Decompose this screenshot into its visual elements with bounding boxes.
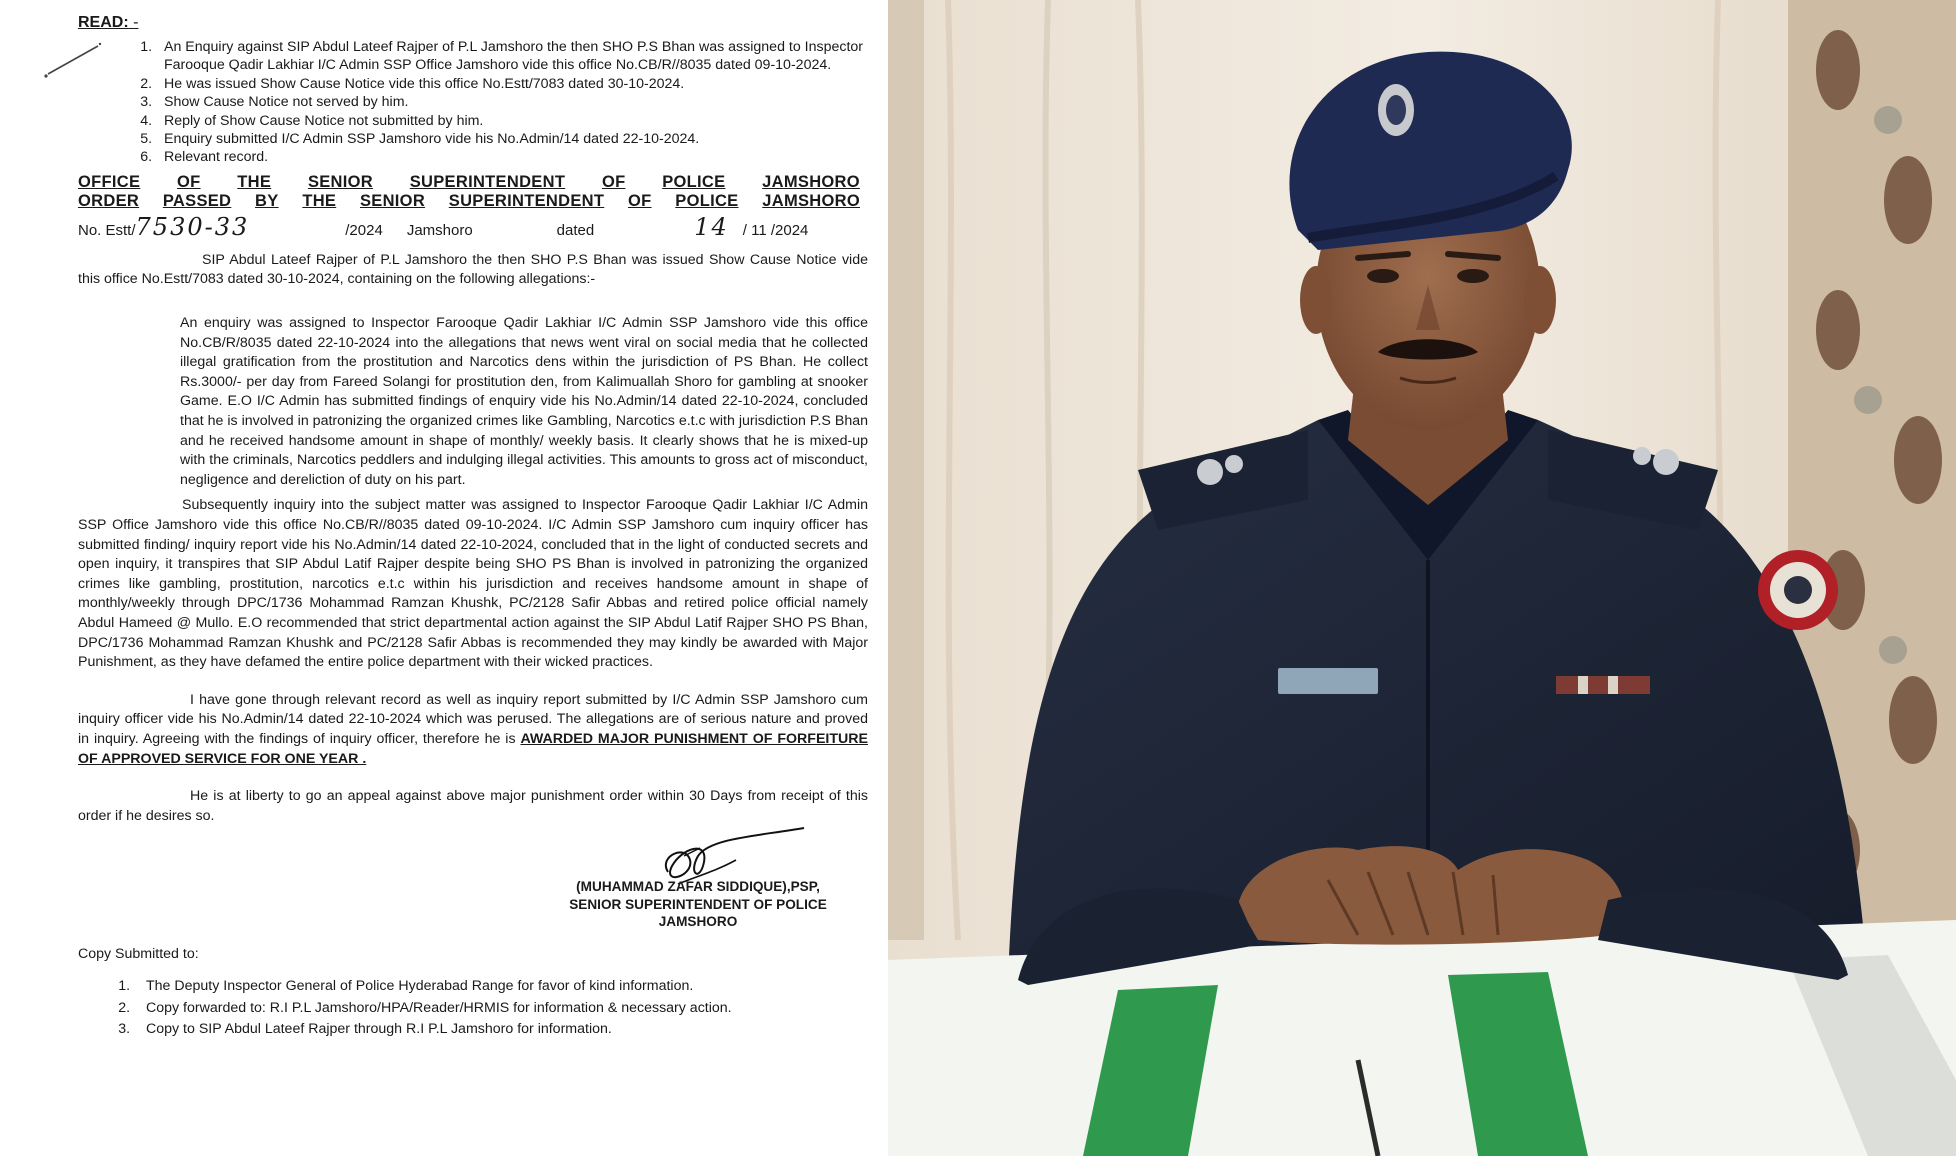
- beret-badge: [1378, 84, 1414, 136]
- wall-shadow: [888, 0, 924, 940]
- copy-item: 3. Copy to SIP Abdul Lateef Rajper through R.I P.L Jamshoro for information.: [134, 1019, 868, 1041]
- punishment-order-document: [0, 0, 885, 1156]
- copy-submitted-title: Copy Submitted to:: [78, 946, 199, 963]
- ref-year: /2024: [345, 221, 383, 239]
- office-heading: OFFICE OF THE SENIOR SUPERINTENDENT OF POLICE JAMSHORO: [78, 172, 860, 191]
- copy-list: [78, 976, 868, 1041]
- clasped-hands: [1238, 846, 1623, 945]
- read-item: 2. He was issued Show Cause Notice vide this office No.Estt/7083 dated 30-10-2024.: [156, 75, 868, 93]
- ref-place: Jamshoro: [406, 221, 473, 239]
- medal-ribbon: [1556, 676, 1650, 694]
- document-body: [78, 14, 868, 1041]
- appeal-paragraph: He is at liberty to go an appeal against above major punishment order within 30 Days from receipt of this order if he desires so.: [78, 788, 868, 824]
- decision-paragraph: I have gone through relevant record as well as inquiry report submitted by I/C Admin SSP Jamshoro cum inquiry officer vide his No.Admin/14 dated 22-10-2024 which was perused. The allegations are of serious nature and proved in inquiry. Agreeing with the findings of inquiry officer, therefore he is AWARDED MAJOR PUNISHMENT OF FORFEITURE OF APPROVED SERVICE FOR ONE YEAR .: [78, 691, 868, 767]
- read-item: 6. Relevant record.: [156, 148, 868, 166]
- officer-photo: [888, 0, 1956, 1156]
- left-eye: [1367, 269, 1399, 283]
- order-reference-line: [78, 213, 858, 241]
- ref-month-year: / 11 /2024: [742, 221, 809, 239]
- copy-item: 1. The Deputy Inspector General of Police Hyderabad Range for favor of kind information.: [134, 976, 868, 998]
- name-tag: [1278, 668, 1378, 694]
- right-eye: [1457, 269, 1489, 283]
- order-heading: ORDER PASSED BY THE SENIOR SUPERINTENDENT OF POLICE JAMSHORO: [78, 191, 860, 210]
- read-item: 4. Reply of Show Cause Notice not submitted by him.: [156, 112, 868, 130]
- read-list: [78, 38, 868, 167]
- award-text: AWARDED MAJOR PUNISHMENT OF FORFEITURE OF APPROVED SERVICE FOR ONE YEAR .: [78, 730, 868, 767]
- signatory-designation: SENIOR SUPERINTENDENT OF POLICE: [569, 896, 827, 912]
- handwritten-day: 14: [694, 212, 729, 241]
- read-item: 1. An Enquiry against SIP Abdul Lateef Rajper of P.L Jamshoro the then SHO P.S Bhan was assigned to Inspector Farooque Qadir Lakhiar I/C Admin SSP Office Jamshoro vide this office No.CB/R//8035 dated 09-10-2024.: [156, 38, 868, 75]
- signatory-location: JAMSHORO: [658, 914, 738, 930]
- handwritten-order-number: 7530-33: [135, 212, 250, 241]
- signatory-name: (MUHAMMAD ZAFAR SIDDIQUE),PSP,: [576, 879, 820, 895]
- subsequent-inquiry-paragraph: Subsequently inquiry into the subject matter was assigned to Inspector Farooque Qadir Lakhiar I/C Admin SSP Office Jamshoro vide this office No.CB/R//8035 dated 09-10-2024. I/C Admin SSP Jamshoro cum inquiry officer has submitted finding/ inquiry report vide his No.Admin/14 dated 22-10-2024, concluded that in the light of conducted secrets and open inquiry, it transpires that SIP Abdul Latif Rajper despite being SHO PS Bhan is involved in patronizing the organized crimes like gambling, prostitution, narcotics e.t.c within his jurisdiction and receives handsome amount in shape of monthly/weekly through DPC/1736 Mohammad Ramzan Khushk, PC/2128 Safir Abbas and retired police official namely Abdul Hameed @ Mullo. E.O recommended that strict departmental action against the SIP Abdul Latif Rajper SHO PS Bhan, DPC/1736 Mohammad Ramzan Khushk and PC/2128 Safir Abbas is recommended they may kindly be awarded with Major Punishment, as they have defamed the entire police department with their wicked practices.: [78, 497, 868, 671]
- signature-block: [548, 832, 868, 940]
- read-item: 5. Enquiry submitted I/C Admin SSP Jamshoro vide his No.Admin/14 dated 22-10-2024.: [156, 130, 868, 148]
- ref-prefix: No. Estt/: [78, 221, 136, 239]
- read-heading: READ: -: [78, 14, 139, 31]
- ref-dated-label: dated: [556, 221, 595, 239]
- intro-paragraph: SIP Abdul Lateef Rajper of P.L Jamshoro the then SHO P.S Bhan was issued Show Cause Notice vide this office No.Estt/7083 dated 30-10-2024, containing on the following allegations:-: [78, 251, 868, 288]
- allegation-paragraph: An enquiry was assigned to Inspector Farooque Qadir Lakhiar I/C Admin SSP Jamshoro vide this office No.CB/R/8035 dated 22-10-2024 into the allegations that news went viral on social media that he collected illegal gratification from the prostitution and Narcotics dens within the jurisdiction of PS Bhan. He collect Rs.3000/- per day from Fareed Solangi for prostitution den, from Kalimuallah Shoro for gambling at snooker Game. E.O I/C Admin has submitted findings of enquiry vide his No.Admin/14 dated 22-10-2024, concluded that he is involved in patronizing the organized crimes like Gambling, Narcotics e.t.c with jurisdiction P.S Bhan and he received handsome amount in shape of monthly/ weekly basis. It clearly shows that he is mixed-up with the criminals, Narcotics peddlers and indulging illegal activities. This amounts to gross act of misconduct, negligence and dereliction of duty on his part.: [180, 315, 868, 488]
- read-item: 3. Show Cause Notice not served by him.: [156, 93, 868, 111]
- signatory-text: [548, 878, 848, 931]
- copy-item: 2. Copy forwarded to: R.I P.L Jamshoro/HPA/Reader/HRMIS for information & necessary action.: [134, 998, 868, 1020]
